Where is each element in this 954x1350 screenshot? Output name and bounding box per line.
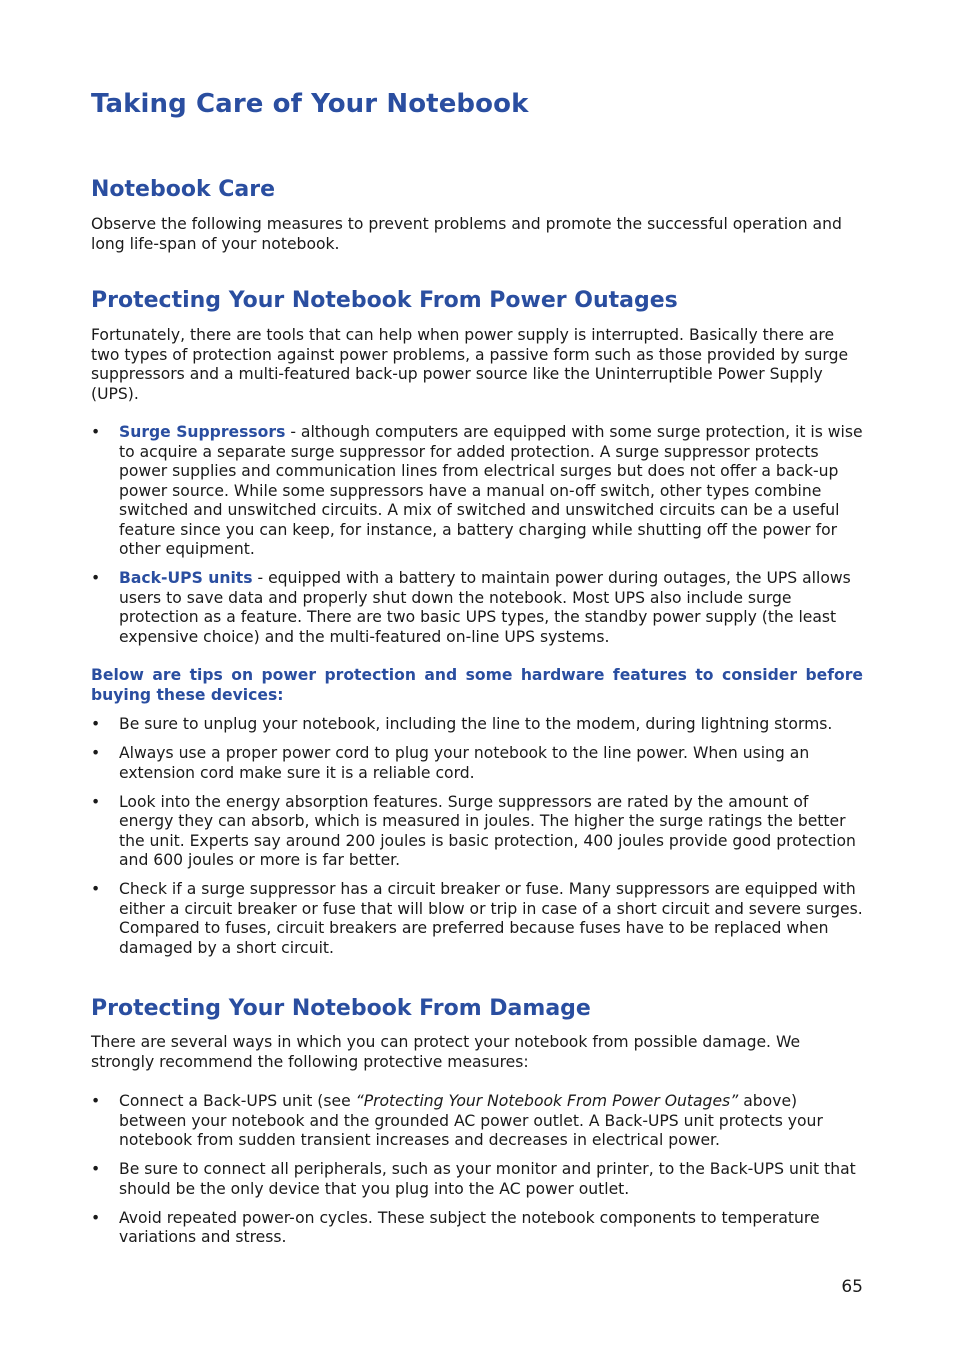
power-intro: Fortunately, there are tools that can help when power supply is interrupted. Basically there are two types of protection against power problems, a passive form such as those provided by surge suppressors and a multi-featured back-up power source like the Uninterruptible Power Supply (UPS).	[91, 326, 849, 403]
term-surge-suppressors: Surge Suppressors	[119, 423, 286, 441]
notebook-care-intro: Observe the following measures to prevent problems and promote the successful operation and long life-span of your notebook.	[91, 215, 842, 253]
power-tips-list	[91, 715, 863, 968]
back-ups-text: - equipped with a battery to maintain power during outages, the UPS allows users to save data and properly shut down the notebook. Most UPS also include surge protection as a feature. There are two basic UPS types, the standby power supply (the least expensive choice) and the multi-featured on-line UPS systems.	[119, 569, 851, 646]
list-item: • Look into the energy absorption features. Surge suppressors are rated by the amount of energy they can absorb, which is measured in joules. The higher the surge ratings the better the unit. Experts say around 200 joules is basic protection, 400 joules provide good protection and 600 joules or more is far better.	[91, 793, 863, 871]
heading-damage: Protecting Your Notebook From Damage	[91, 996, 591, 1021]
term-back-ups-units: Back-UPS units	[119, 569, 253, 587]
list-item-back-ups	[91, 569, 863, 647]
list-item: • Be sure to connect all peripherals, such as your monitor and printer, to the Back-UPS unit that should be the only device that you plug into the AC power outlet.	[91, 1160, 863, 1199]
item-text-after: above) between your notebook and the grounded AC power outlet. A Back-UPS unit protects your notebook from sudden transient increases and decreases in electrical power.	[119, 1092, 823, 1149]
item-text-before: Connect a Back-UPS unit (see	[119, 1092, 356, 1110]
list-item: • Always use a proper power cord to plug your notebook to the line power. When using an extension cord make sure it is a reliable cord.	[91, 744, 863, 783]
list-item-back-ups-connect	[91, 1092, 863, 1151]
list-item: • Avoid repeated power-on cycles. These subject the notebook components to temperature variations and stress.	[91, 1209, 863, 1248]
surge-suppressors-text: - although computers are equipped with some surge protection, it is wise to acquire a separate surge suppressor for added protection. A surge suppressor protects power supplies and communication lines from electrical surges but does not offer a back-up power source. While some suppressors have a manual on-off switch, other types combine switched and unswitched circuits. A mix of switched and unswitched circuits can be a useful feature since you can keep, for instance, a battery charging while shutting off the power for other equipment.	[119, 423, 863, 558]
list-item: • Check if a surge suppressor has a circuit breaker or fuse. Many suppressors are equipped with either a circuit breaker or fuse that will blow or trip in case of a short circuit and severe surges. Compared to fuses, circuit breakers are preferred because fuses have to be replaced when damaged by a short circuit.	[91, 880, 863, 958]
tips-heading: Below are tips on power protection and some hardware features to consider before buying these devices:	[91, 666, 863, 704]
cross-reference: “Protecting Your Notebook From Power Outages”	[355, 1092, 739, 1110]
list-item-surge-suppressors	[91, 423, 863, 560]
power-devices-list	[91, 423, 863, 657]
damage-intro: There are several ways in which you can protect your notebook from possible damage. We strongly recommend the following protective measures:	[91, 1033, 801, 1071]
heading-notebook-care: Notebook Care	[91, 177, 275, 202]
page-number: 65	[841, 1277, 863, 1297]
page-title: Taking Care of Your Notebook	[91, 89, 529, 119]
list-item: • Be sure to unplug your notebook, including the line to the modem, during lightning storms.	[91, 715, 863, 735]
damage-measures-list	[91, 1092, 863, 1257]
heading-power-outages: Protecting Your Notebook From Power Outages	[91, 288, 678, 313]
